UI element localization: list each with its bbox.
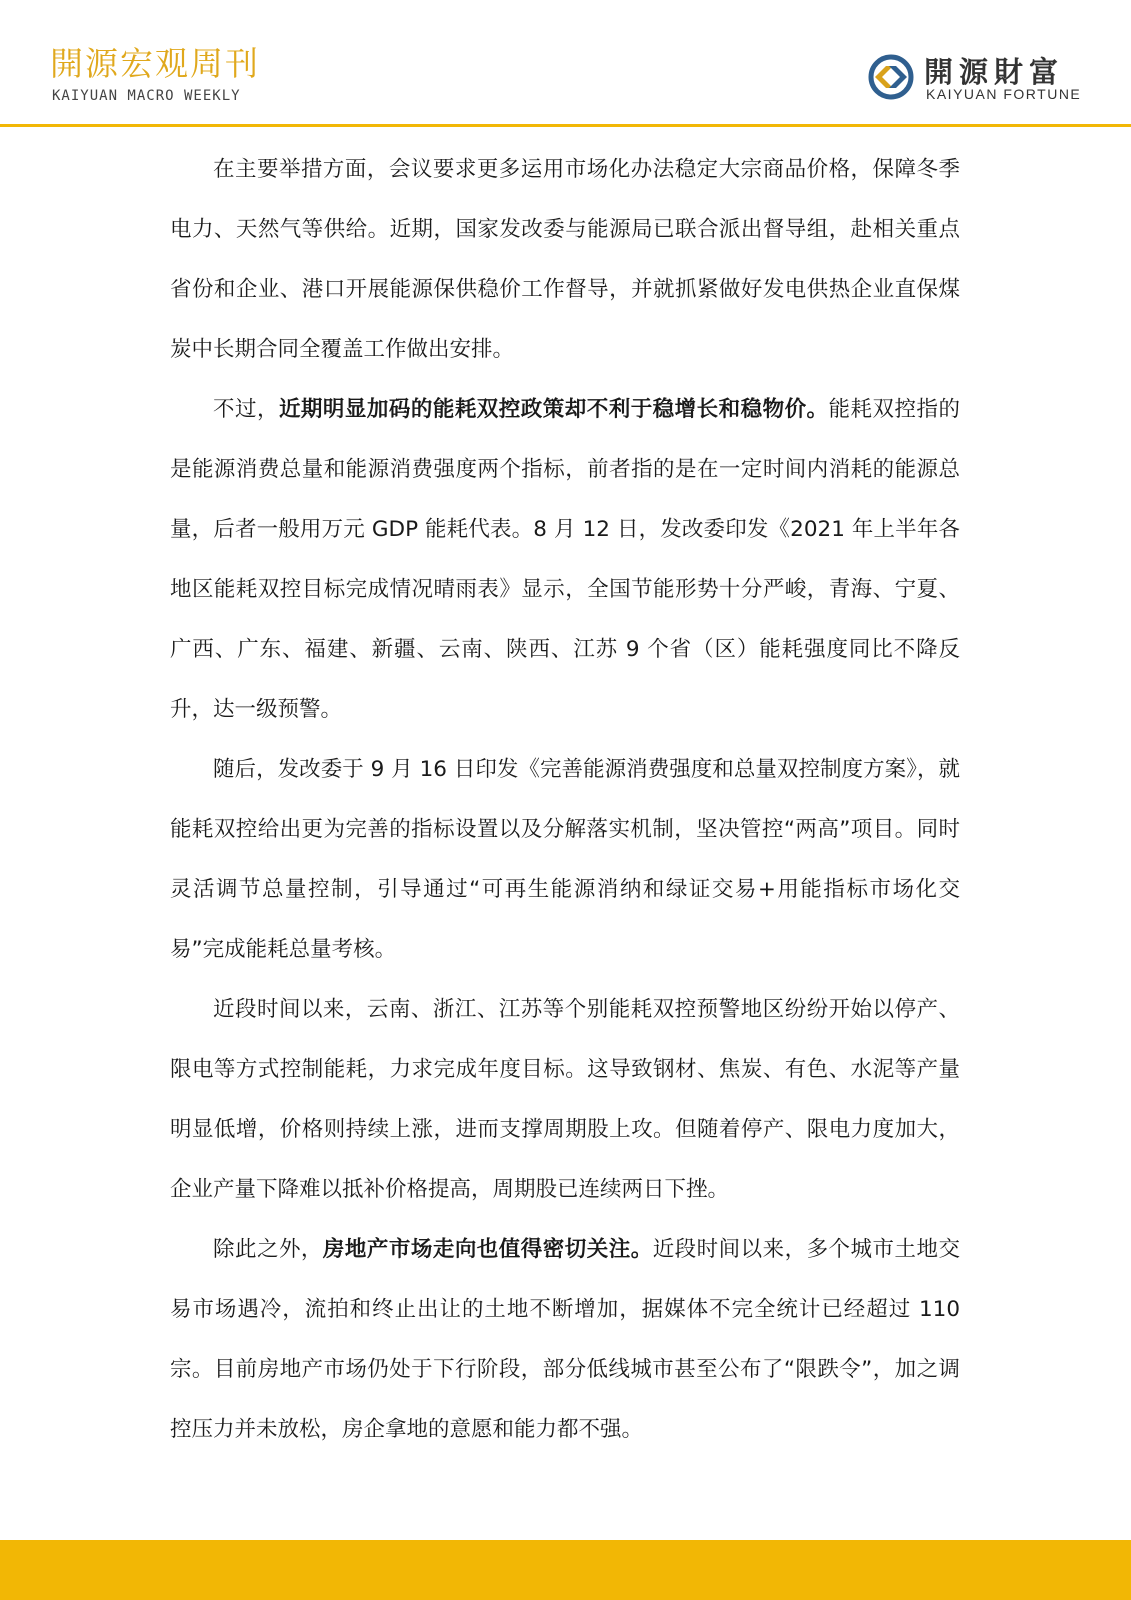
paragraph-text: 不过，	[213, 397, 279, 422]
kaiyuan-logo-icon	[866, 52, 916, 102]
paragraph	[170, 1220, 960, 1460]
article-body	[170, 140, 960, 1460]
paragraph-text: 随后，发改委于 9 月 16 日印发《完善能源消费强度和总量双控制度方案》，就能耗双控给出更为完善的指标设置以及分解落实机制，坚决管控“两高”项目。同时灵活调节总量控制，引导通过“可再生能源消纳和绿证交易+用能指标市场化交易”完成能耗总量考核。	[170, 757, 960, 962]
page-header	[0, 0, 1131, 126]
paragraph-emphasis: 房地产市场走向也值得密切关注。	[322, 1237, 653, 1262]
paragraph	[170, 380, 960, 740]
paragraph-text: 在主要举措方面，会议要求更多运用市场化办法稳定大宗商品价格，保障冬季电力、天然气等供给。近期，国家发改委与能源局已联合派出督导组，赴相关重点省份和企业、港口开展能源保供稳价工作督导，并就抓紧做好发电供热企业直保煤炭中长期合同全覆盖工作做出安排。	[170, 157, 960, 362]
paragraph	[170, 740, 960, 980]
brand-name-english: KAIYUAN FORTUNE	[926, 86, 1082, 102]
paragraph-text: 除此之外，	[213, 1237, 323, 1262]
publication-subtitle: KAIYUAN MACRO WEEKLY	[52, 88, 241, 104]
paragraph-text: 近段时间以来，云南、浙江、江苏等个别能耗双控预警地区纷纷开始以停产、限电等方式控制能耗，力求完成年度目标。这导致钢材、焦炭、有色、水泥等产量明显低增，价格则持续上涨，进而支撑周期股上攻。但随着停产、限电力度加大，企业产量下降难以抵补价格提高，周期股已连续两日下挫。	[170, 997, 960, 1202]
paragraph	[170, 140, 960, 380]
brand-name: 開源財富	[924, 55, 1065, 89]
paragraph-text: 能耗双控指的是能源消费总量和能源消费强度两个指标，前者指的是在一定时间内消耗的能源总量，后者一般用万元 GDP 能耗代表。8 月 12 日，发改委印发《2021 年上半年各地区能耗双控目标完成情况晴雨表》显示，全国节能形势十分严峻，青海、宁夏、广西、广东、福建、新疆、云南、陕西、江苏 9 个省（区）能耗强度同比不降反升，达一级预警。	[170, 397, 960, 722]
footer-bar	[0, 1540, 1131, 1600]
header-divider	[0, 124, 1131, 127]
paragraph-emphasis: 近期明显加码的能耗双控政策却不利于稳增长和稳物价。	[278, 397, 829, 422]
paragraph-text: 近段时间以来，多个城市土地交易市场遇冷，流拍和终止出让的土地不断增加，据媒体不完全统计已经超过 110 宗。目前房地产市场仍处于下行阶段，部分低线城市甚至公布了“限跌令”，加之调控压力并未放松，房企拿地的意愿和能力都不强。	[170, 1237, 960, 1442]
paragraph	[170, 980, 960, 1220]
publication-title: 開源宏观周刊	[50, 44, 260, 83]
brand-block	[866, 50, 1096, 110]
